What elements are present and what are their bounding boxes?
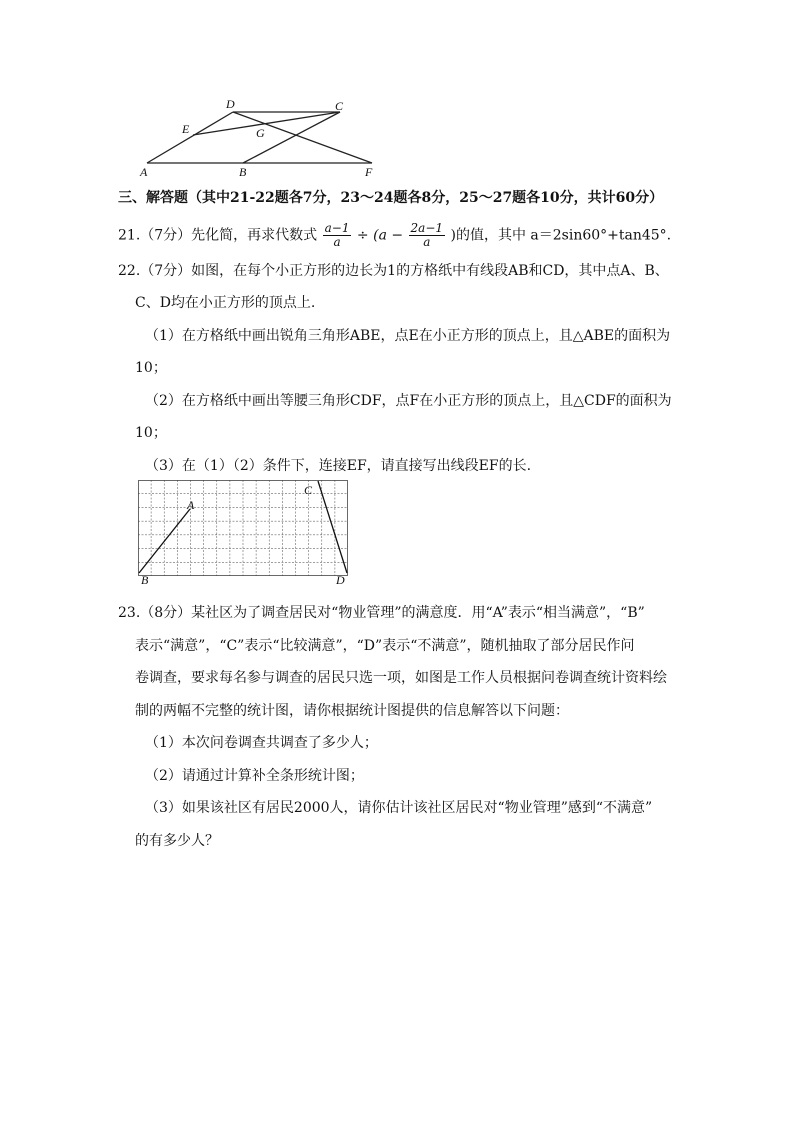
- q22-part-2b: 10；: [135, 425, 167, 441]
- parallelogram-figure: [135, 95, 385, 180]
- grid-label-B: B: [141, 573, 149, 587]
- q23-part-3b: 的有多少人？: [135, 833, 219, 849]
- q23-line-3: 卷调查，要求每名参与调查的居民只选一项，如图是工作人员根据问卷调查统计资料绘: [135, 670, 667, 686]
- grid-figure: [138, 480, 352, 588]
- q21-fraction-1: [323, 222, 352, 249]
- q21-fraction-2: [409, 222, 445, 249]
- q23-part-1: （1）本次问卷调查共调查了多少人；: [145, 735, 378, 751]
- grid-label-C: C: [304, 483, 313, 497]
- q21-frac2-denominator: a: [423, 235, 431, 249]
- q22-part-2a: （2）在方格纸中画出等腰三角形CDF，点F在小正方形的顶点上，且△CDF的面积为: [145, 393, 672, 409]
- segment-DF: [233, 112, 372, 163]
- label-F: F: [365, 165, 373, 179]
- q23-line-4: 制的两幅不完整的统计图，请你根据统计图提供的信息解答以下问题：: [135, 703, 569, 719]
- question-21: [118, 222, 671, 249]
- q22-part-1a: （1）在方格纸中画出锐角三角形ABE，点E在小正方形的顶点上，且△ABE的面积为: [145, 328, 671, 344]
- q21-condition: a＝2sin60°+tan45°.: [530, 227, 672, 244]
- q23-part-2: （2）请通过计算补全条形统计图；: [145, 768, 364, 784]
- label-A: A: [140, 165, 148, 179]
- label-D: D: [226, 97, 235, 111]
- grid-label-A: A: [187, 498, 195, 512]
- q21-frac1-numerator: a−1: [324, 221, 350, 235]
- segment-AD: [147, 112, 233, 163]
- segment-CD: [318, 481, 347, 573]
- q21-operator: ÷ (a −: [356, 227, 404, 244]
- q23-line-1: 23.（8分）某社区为了调查居民对“物业管理”的满意度．用“A”表示“相当满意”，“B”: [118, 605, 645, 621]
- q22-part-1b: 10；: [135, 360, 167, 376]
- label-B: B: [239, 165, 247, 179]
- q23-line-2: 表示“满意”，“C”表示“比较满意”，“D”表示“不满意”，随机抽取了部分居民作问: [135, 638, 635, 654]
- q21-frac1-denominator: a: [333, 235, 341, 249]
- q21-prefix: 21.（7分）先化简，再求代数式: [118, 227, 318, 244]
- label-C: C: [335, 99, 344, 113]
- q23-part-3a: （3）如果该社区有居民2000人，请你估计该社区居民对“物业管理”感到“不满意”: [145, 800, 653, 816]
- q22-part-3: （3）在（1）（2）条件下，连接EF，请直接写出线段EF的长.: [145, 458, 532, 474]
- label-E: E: [182, 122, 190, 136]
- grid-label-D: D: [336, 573, 345, 587]
- section-title: 三、解答题（其中21-22题各7分，23～24题各8分，25～27题各10分，共计60分）: [118, 190, 664, 206]
- q22-line-1: 22.（7分）如图，在每个小正方形的边长为1的方格纸中有线段AB和CD，其中点A、B、: [118, 263, 669, 279]
- label-G: G: [256, 126, 265, 140]
- q21-frac2-numerator: 2a−1: [410, 221, 444, 235]
- q21-suffix: )的值，其中: [450, 227, 526, 244]
- q22-line-2: C、D均在小正方形的顶点上.: [135, 295, 316, 311]
